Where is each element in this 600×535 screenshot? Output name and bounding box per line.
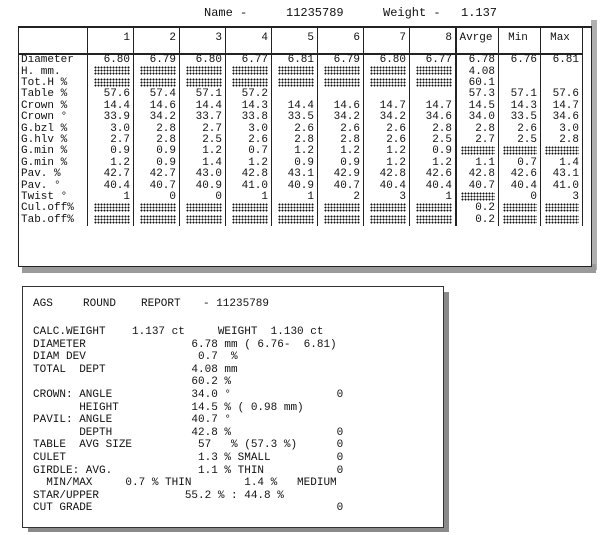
table-cell-masked [134, 66, 180, 77]
dot-pattern [324, 78, 360, 87]
dot-pattern [503, 215, 537, 224]
table-cell: 1.2 [226, 158, 272, 169]
report-line: TOTAL DEPT 4.08 mm [33, 363, 238, 376]
summary-cell: 42.6 [499, 169, 541, 180]
summary-cell: 40.4 [499, 180, 541, 191]
row-label: Table % [19, 89, 88, 100]
summary-column-header: Avrge [456, 28, 499, 54]
table-row [19, 112, 583, 123]
summary-column-header: Max [541, 28, 583, 54]
table-cell-masked [88, 66, 134, 77]
table-cell: 3.0 [88, 123, 134, 134]
table-cell: 34.6 [410, 112, 457, 123]
table-cell: 2.8 [134, 123, 180, 134]
column-header: 8 [410, 28, 457, 54]
report-line: DIAM DEV 0.7 % [33, 351, 238, 364]
table-cell: 42.8 [364, 169, 410, 180]
column-header: 7 [364, 28, 410, 54]
table-cell-masked [226, 203, 272, 214]
table-cell: 33.9 [88, 112, 134, 123]
table-cell: 34.2 [364, 112, 410, 123]
summary-cell: 3 [541, 192, 583, 203]
table-cell: 14.7 [364, 101, 410, 112]
column-header: 5 [272, 28, 318, 54]
summary-cell: 57.6 [541, 89, 583, 100]
summary-cell-masked [499, 203, 541, 214]
table-cell: 2.8 [318, 135, 364, 146]
table-row [19, 89, 583, 100]
table-row [19, 215, 583, 226]
dot-pattern [140, 215, 176, 224]
table-cell [364, 89, 410, 100]
table-cell: 2.8 [134, 135, 180, 146]
table-cell: 2.7 [180, 123, 226, 134]
table-cell: 14.3 [226, 101, 272, 112]
table-cell: 2.8 [410, 123, 457, 134]
table-cell-masked [272, 203, 318, 214]
report-line: 60.2 % [33, 376, 232, 389]
row-label: G.hlv % [19, 135, 88, 146]
report-line: DIAMETER 6.78 mm ( 6.76- 6.81) [33, 338, 337, 351]
table-cell-masked [134, 215, 180, 226]
report-line: PAVIL: ANGLE 40.7 ° [33, 414, 232, 427]
dot-pattern [278, 78, 314, 87]
table-cell: 40.7 [318, 180, 364, 191]
summary-cell: 6.81 [541, 54, 583, 66]
summary-cell [499, 66, 541, 77]
summary-cell: 42.8 [456, 169, 499, 180]
dot-pattern [416, 78, 452, 87]
table-cell: 1.2 [180, 146, 226, 157]
table-cell: 1 [410, 192, 457, 203]
summary-cell-masked [499, 146, 541, 157]
table-cell: 1.2 [272, 146, 318, 157]
table-cell: 0.9 [410, 146, 457, 157]
dot-pattern [370, 203, 406, 212]
dot-pattern [545, 203, 579, 212]
dot-pattern [278, 215, 314, 224]
report-title-report: REPORT [141, 298, 181, 310]
table-cell: 2.5 [180, 135, 226, 146]
dot-pattern [416, 215, 452, 224]
table-row [19, 169, 583, 180]
table-cell: 33.5 [272, 112, 318, 123]
table-cell: 40.9 [272, 180, 318, 191]
report-title-ags: AGS [33, 298, 53, 310]
row-label: Tot.H % [19, 78, 88, 89]
dot-pattern [186, 215, 222, 224]
table-row [19, 180, 583, 191]
column-header: 2 [134, 28, 180, 54]
row-label: G.bzl % [19, 123, 88, 134]
summary-cell: 2.6 [499, 123, 541, 134]
table-cell: 1.2 [364, 158, 410, 169]
dot-pattern [94, 78, 130, 87]
table-cell: 14.6 [134, 101, 180, 112]
table-cell: 6.77 [226, 54, 272, 66]
weight-value: 1.137 [461, 6, 498, 20]
table-cell: 40.7 [134, 180, 180, 191]
dot-pattern [232, 66, 268, 75]
summary-cell-masked [541, 146, 583, 157]
summary-cell: 34.0 [456, 112, 499, 123]
table-cell [318, 89, 364, 100]
table-cell: 2.6 [364, 135, 410, 146]
table-cell: 40.9 [180, 180, 226, 191]
table-cell-masked [410, 78, 457, 89]
summary-cell: 14.5 [456, 101, 499, 112]
summary-cell: 0.2 [456, 215, 499, 226]
table-cell: 6.79 [134, 54, 180, 66]
table-cell: 0.9 [272, 158, 318, 169]
table-cell: 2.5 [410, 135, 457, 146]
summary-cell: 60.1 [456, 78, 499, 89]
dot-pattern [545, 146, 579, 155]
dot-pattern [324, 66, 360, 75]
dot-pattern [370, 78, 406, 87]
table-cell: 6.81 [272, 54, 318, 66]
dot-pattern [503, 146, 537, 155]
table-row [19, 146, 583, 157]
table-cell: 6.80 [88, 54, 134, 66]
table-cell: 0.9 [134, 158, 180, 169]
table-cell-masked [88, 203, 134, 214]
table-cell-masked [134, 203, 180, 214]
measurement-table [19, 28, 583, 226]
column-header: 6 [318, 28, 364, 54]
dot-pattern [370, 66, 406, 75]
dot-pattern [278, 66, 314, 75]
table-cell: 14.4 [272, 101, 318, 112]
table-cell: 14.6 [318, 101, 364, 112]
report-line: GIRDLE: AVG. 1.1 % THIN 0 [33, 464, 344, 477]
table-cell: 3 [364, 192, 410, 203]
dot-pattern [232, 78, 268, 87]
table-cell: 40.4 [88, 180, 134, 191]
row-label: Crown % [19, 101, 88, 112]
table-cell: 1.2 [364, 146, 410, 157]
summary-cell: 41.0 [541, 180, 583, 191]
summary-cell: 34.6 [541, 112, 583, 123]
table-cell [410, 89, 457, 100]
dot-pattern [461, 146, 495, 155]
dot-pattern [370, 215, 406, 224]
dot-pattern [140, 66, 176, 75]
table-cell: 1.2 [88, 158, 134, 169]
row-label: Cul.off% [19, 203, 88, 214]
dot-pattern [140, 78, 176, 87]
table-cell: 42.7 [134, 169, 180, 180]
table-cell-masked [364, 78, 410, 89]
table-cell: 0.9 [318, 158, 364, 169]
table-cell-masked [318, 66, 364, 77]
summary-cell: 3.0 [541, 123, 583, 134]
summary-cell: 33.5 [499, 112, 541, 123]
dot-pattern [186, 203, 222, 212]
report-line: CROWN: ANGLE 34.0 ° 0 [33, 389, 344, 401]
dot-pattern [324, 215, 360, 224]
summary-cell-masked [541, 203, 583, 214]
table-cell: 57.6 [88, 89, 134, 100]
name-value: 11235789 [286, 6, 344, 20]
measurement-grid [18, 26, 592, 267]
table-cell-masked [226, 215, 272, 226]
table-cell: 57.2 [226, 89, 272, 100]
summary-cell: 43.1 [541, 169, 583, 180]
table-cell: 14.4 [88, 101, 134, 112]
table-cell: 40.4 [410, 180, 457, 191]
report-line: DEPTH 42.8 % 0 [33, 426, 344, 439]
table-cell-masked [364, 66, 410, 77]
table-row [19, 54, 583, 66]
table-cell: 6.79 [318, 54, 364, 66]
dot-pattern [324, 203, 360, 212]
table-cell: 0 [134, 192, 180, 203]
table-cell: 1.4 [180, 158, 226, 169]
table-cell: 42.6 [410, 169, 457, 180]
dot-pattern [461, 192, 495, 201]
dot-pattern [416, 203, 452, 212]
dot-pattern [232, 215, 268, 224]
summary-cell: 14.3 [499, 101, 541, 112]
row-label: Pav. ° [19, 180, 88, 191]
table-cell-masked [272, 215, 318, 226]
summary-cell-masked [456, 146, 499, 157]
name-label: Name - [204, 6, 248, 20]
table-cell: 2.6 [364, 123, 410, 134]
summary-cell: 40.7 [456, 180, 499, 191]
row-label: Pav. % [19, 169, 88, 180]
summary-cell: 1.1 [456, 158, 499, 169]
measurement-panel [18, 0, 596, 272]
column-header: 4 [226, 28, 272, 54]
table-row [19, 66, 583, 77]
table-cell: 2.6 [318, 123, 364, 134]
summary-cell-masked [541, 215, 583, 226]
column-header-row [19, 28, 583, 54]
table-cell-masked [272, 66, 318, 77]
report-line: STAR/UPPER 55.2 % : 44.8 % [33, 489, 284, 502]
dot-pattern [232, 203, 268, 212]
dot-pattern [140, 203, 176, 212]
table-cell: 43.1 [272, 169, 318, 180]
table-cell-masked [272, 78, 318, 89]
summary-cell: 2.8 [456, 123, 499, 134]
table-cell: 43.0 [180, 169, 226, 180]
table-cell: 42.7 [88, 169, 134, 180]
table-cell: 1 [226, 192, 272, 203]
table-cell: 42.9 [318, 169, 364, 180]
table-cell-masked [410, 66, 457, 77]
table-cell: 42.8 [226, 169, 272, 180]
table-cell-masked [318, 203, 364, 214]
table-cell: 2.6 [226, 135, 272, 146]
summary-cell: 4.08 [456, 66, 499, 77]
table-cell: 14.4 [180, 101, 226, 112]
report-line: CALC.WEIGHT 1.137 ct WEIGHT 1.130 ct [33, 326, 324, 338]
summary-cell: 2.7 [456, 135, 499, 146]
report-line: HEIGHT 14.5 % ( 0.98 mm) [33, 401, 304, 414]
table-row [19, 192, 583, 203]
table-cell: 1 [272, 192, 318, 203]
summary-cell: 1.4 [541, 158, 583, 169]
table-cell: 1.2 [318, 146, 364, 157]
column-header-blank [19, 28, 88, 54]
table-cell: 57.1 [180, 89, 226, 100]
row-label: Tab.off% [19, 215, 88, 226]
report-title-id: - 11235789 [203, 298, 270, 310]
table-row [19, 203, 583, 214]
table-cell: 0 [180, 192, 226, 203]
table-cell: 0.9 [134, 146, 180, 157]
summary-cell: 0.7 [499, 158, 541, 169]
table-cell: 2.7 [88, 135, 134, 146]
dot-pattern [503, 203, 537, 212]
summary-cell: 6.78 [456, 54, 499, 66]
report-line: MIN/MAX 0.7 % THIN 1.4 % MEDIUM [33, 477, 337, 490]
summary-cell: 0 [499, 192, 541, 203]
row-label: H. mm. [19, 66, 88, 77]
table-cell: 33.7 [180, 112, 226, 123]
ags-report-panel [22, 286, 444, 528]
column-header: 1 [88, 28, 134, 54]
row-label: G.min % [19, 146, 88, 157]
summary-cell [541, 66, 583, 77]
dot-pattern [94, 66, 130, 75]
table-cell-masked [410, 215, 457, 226]
dot-pattern [94, 203, 130, 212]
table-cell-masked [88, 215, 134, 226]
table-cell-masked [364, 203, 410, 214]
column-header: 3 [180, 28, 226, 54]
table-cell: 34.2 [318, 112, 364, 123]
dot-pattern [94, 215, 130, 224]
summary-cell: 2.5 [499, 135, 541, 146]
table-cell-masked [180, 215, 226, 226]
dot-pattern [416, 66, 452, 75]
row-label: Diameter [19, 54, 88, 66]
table-cell-masked [318, 78, 364, 89]
summary-cell: 6.76 [499, 54, 541, 66]
table-cell: 41.0 [226, 180, 272, 191]
table-cell: 0.7 [226, 146, 272, 157]
dot-pattern [186, 78, 222, 87]
table-cell: 2.8 [272, 135, 318, 146]
table-cell: 40.4 [364, 180, 410, 191]
table-cell: 6.77 [410, 54, 457, 66]
table-cell-masked [180, 66, 226, 77]
summary-cell: 57.3 [456, 89, 499, 100]
summary-cell: 0.2 [456, 203, 499, 214]
table-cell: 6.80 [364, 54, 410, 66]
summary-cell: 2.8 [541, 135, 583, 146]
dot-pattern [545, 215, 579, 224]
report-title-round: ROUND [83, 298, 117, 310]
table-cell: 33.8 [226, 112, 272, 123]
dot-pattern [278, 203, 314, 212]
row-label: Crown ° [19, 112, 88, 123]
table-cell: 34.2 [134, 112, 180, 123]
table-cell-masked [318, 215, 364, 226]
table-cell-masked [410, 203, 457, 214]
table-cell: 2 [318, 192, 364, 203]
table-cell-masked [180, 203, 226, 214]
table-cell: 6.80 [180, 54, 226, 66]
table-cell-masked [364, 215, 410, 226]
table-cell: 3.0 [226, 123, 272, 134]
table-cell: 1.2 [410, 158, 457, 169]
row-label: Twist ° [19, 192, 88, 203]
report-line: CULET 1.3 % SMALL 0 [33, 452, 344, 464]
table-cell: 57.4 [134, 89, 180, 100]
dot-pattern [186, 66, 222, 75]
table-cell: 14.7 [410, 101, 457, 112]
table-cell [272, 89, 318, 100]
table-cell: 0.9 [88, 146, 134, 157]
table-cell-masked [226, 66, 272, 77]
table-cell: 2.6 [272, 123, 318, 134]
summary-cell-masked [499, 215, 541, 226]
summary-cell: 57.1 [499, 89, 541, 100]
weight-label: Weight - [383, 6, 441, 20]
row-label: G.min % [19, 158, 88, 169]
summary-column-header: Min [499, 28, 541, 54]
report-line: CUT GRADE 0 [33, 502, 344, 515]
summary-cell: 14.7 [541, 101, 583, 112]
report-line: TABLE AVG SIZE 57 % (57.3 %) 0 [33, 439, 344, 452]
table-cell: 1 [88, 192, 134, 203]
